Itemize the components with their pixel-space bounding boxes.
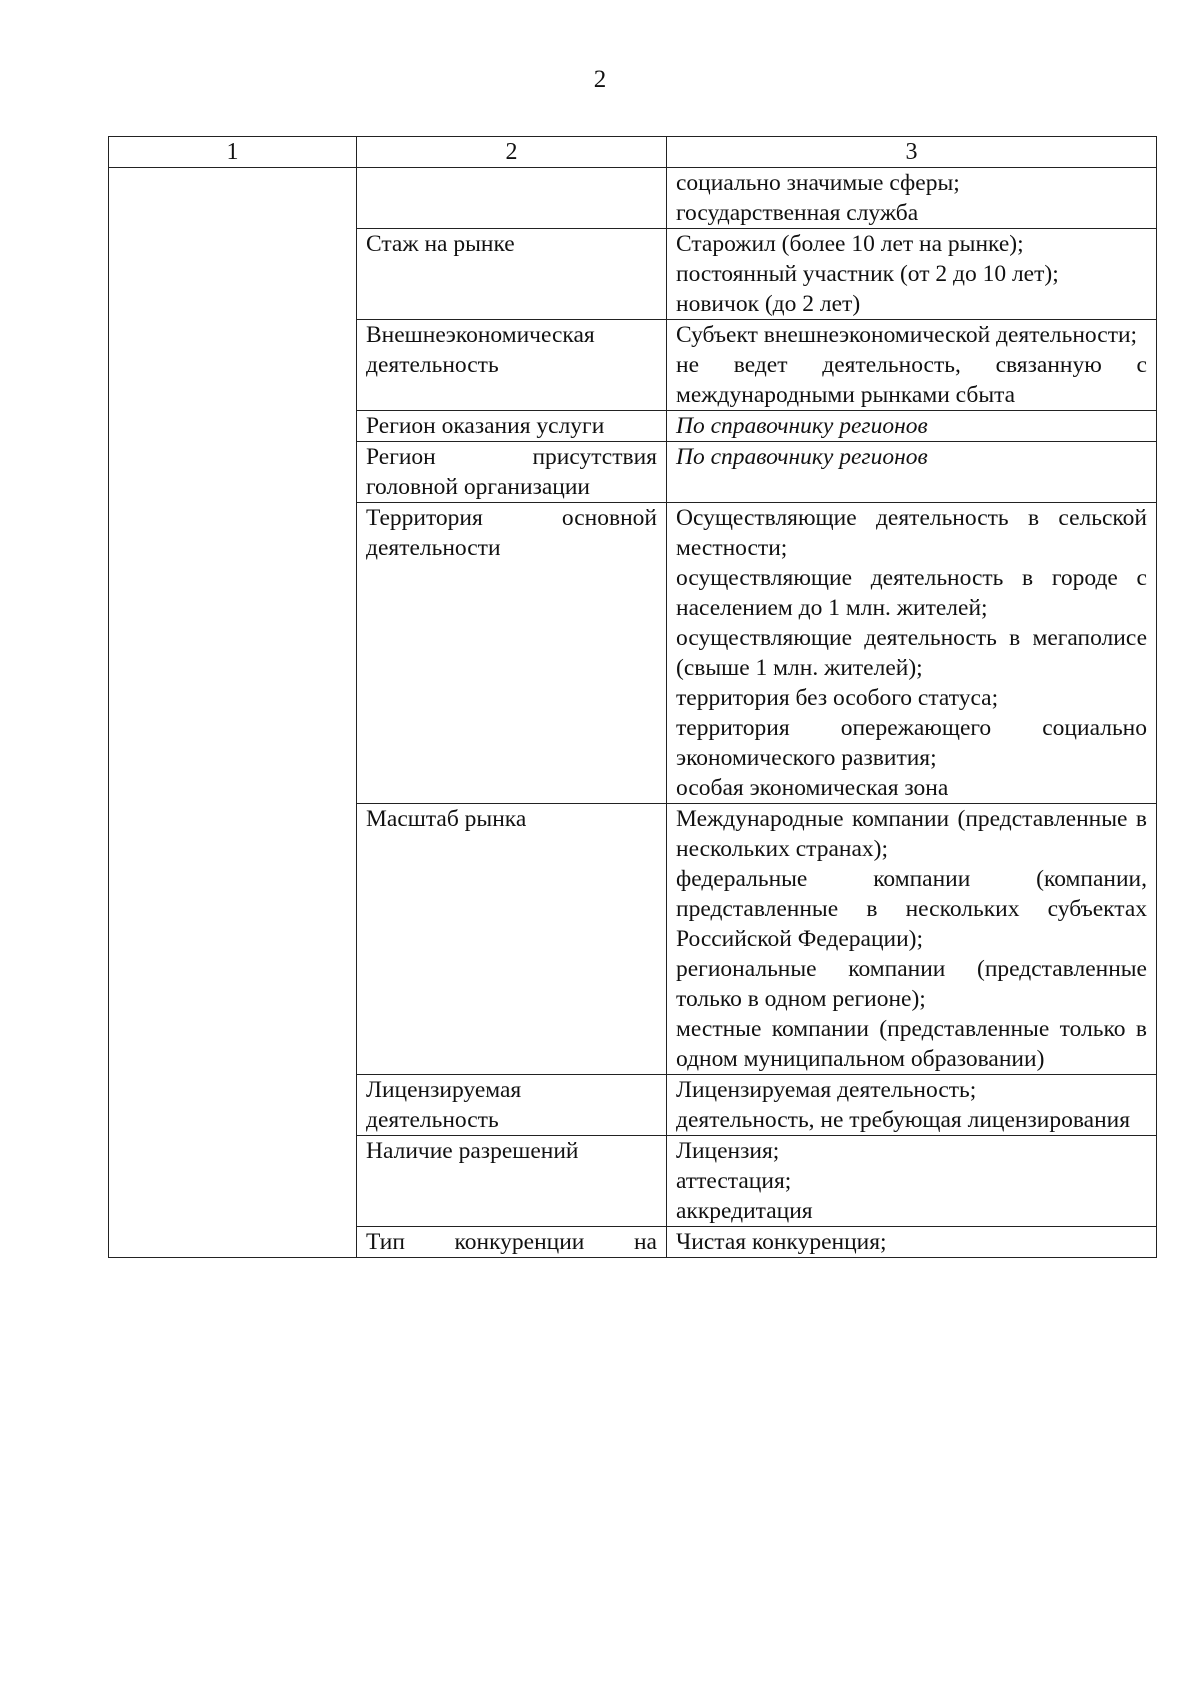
table-row <box>109 168 1157 229</box>
value-line: Лицензия; <box>676 1138 780 1164</box>
value-line: аккредитация <box>676 1198 813 1224</box>
criterion-cell: Регион оказания услуги <box>357 411 667 442</box>
criterion-cell: Внешнеэкономическая деятельность <box>357 320 667 411</box>
page-number: 2 <box>593 66 607 93</box>
value-line: новичок (до 2 лет) <box>676 291 861 317</box>
value-line: местные компании (представленные только в одном муниципальном образовании) <box>676 1016 1147 1072</box>
criterion-cell: Наличие разрешений <box>357 1136 667 1227</box>
value-line: По справочнику регионов <box>676 413 928 439</box>
value-line: Чистая конкуренция; <box>676 1229 887 1255</box>
criterion-cell: Лицензируемая деятельность <box>357 1075 667 1136</box>
criterion-cell: Территория основной деятельности <box>357 503 667 804</box>
value-line: особая экономическая зона <box>676 775 949 801</box>
value-line: Старожил (более 10 лет на рынке); <box>676 231 1024 257</box>
criterion-cell: Тип конкуренции на <box>357 1227 667 1258</box>
value-line: территория без особого статуса; <box>676 685 999 711</box>
values-cell <box>667 1075 1157 1136</box>
values-cell <box>667 229 1157 320</box>
value-line: осуществляющие деятельность в мегаполисе (свыше 1 млн. жителей); <box>676 625 1147 681</box>
table-header-row <box>109 137 1157 168</box>
criterion-cell: Стаж на рынке <box>357 229 667 320</box>
value-line: По справочнику регионов <box>676 444 928 470</box>
criterion-cell: Масштаб рынка <box>357 804 667 1075</box>
value-line: территория опережающего социально экономического развития; <box>676 715 1147 771</box>
value-line: Лицензируемая деятельность; <box>676 1077 977 1103</box>
value-line: аттестация; <box>676 1168 792 1194</box>
criterion-cell <box>357 168 667 229</box>
values-cell <box>667 1136 1157 1227</box>
values-cell <box>667 503 1157 804</box>
value-line: не ведет деятельность, связанную с международными рынками сбыта <box>676 352 1147 408</box>
values-cell <box>667 804 1157 1075</box>
criteria-table <box>108 136 1157 1258</box>
value-line: федеральные компании (компании, представленные в нескольких субъектах Российской Федерации); <box>676 866 1147 952</box>
values-cell <box>667 411 1157 442</box>
column-header-2: 2 <box>357 137 667 168</box>
value-line: Международные компании (представленные в нескольких странах); <box>676 806 1147 862</box>
value-line: постоянный участник (от 2 до 10 лет); <box>676 261 1059 287</box>
values-cell <box>667 168 1157 229</box>
column-header-1: 1 <box>109 137 357 168</box>
column-1-cell <box>109 168 357 1258</box>
value-line: Субъект внешнеэкономической деятельности; <box>676 322 1138 348</box>
column-header-3: 3 <box>667 137 1157 168</box>
value-line: Осуществляющие деятельность в сельской местности; <box>676 505 1147 561</box>
value-line: социально значимые сферы; <box>676 170 960 196</box>
values-cell <box>667 320 1157 411</box>
values-cell <box>667 1227 1157 1258</box>
values-cell <box>667 442 1157 503</box>
value-line: деятельность, не требующая лицензирования <box>676 1107 1131 1133</box>
criterion-cell: Регион присутствия головной организации <box>357 442 667 503</box>
value-line: осуществляющие деятельность в городе с населением до 1 млн. жителей; <box>676 565 1147 621</box>
value-line: региональные компании (представленные только в одном регионе); <box>676 956 1147 1012</box>
value-line: государственная служба <box>676 200 919 226</box>
